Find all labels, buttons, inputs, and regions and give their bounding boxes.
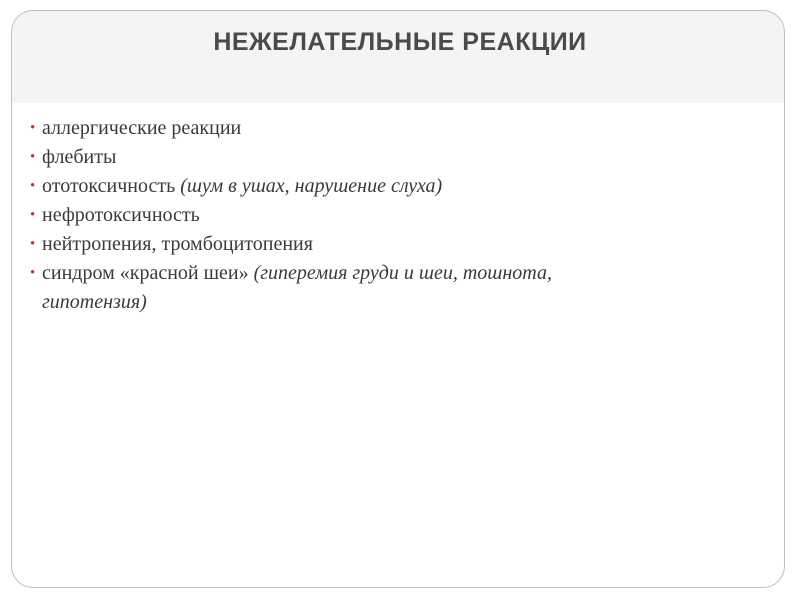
- item-text: ототоксичность: [42, 175, 181, 197]
- item-text: синдром «красной шеи»: [42, 262, 254, 284]
- list-item: [30, 230, 750, 259]
- bullet-icon: •: [30, 265, 36, 281]
- slide-title: НЕЖЕЛАТЕЛЬНЫЕ РЕАКЦИИ: [213, 28, 587, 56]
- list-item: [30, 259, 750, 317]
- list-item: [30, 143, 750, 172]
- bullet-icon: •: [30, 120, 36, 136]
- item-text: нейтропения, тромбоцитопения: [42, 233, 313, 255]
- item-text: аллергические реакции: [42, 117, 242, 139]
- bullet-list: [30, 114, 750, 317]
- item-text: нефротоксичность: [42, 204, 200, 226]
- item-note-continuation: гипотензия): [42, 291, 147, 313]
- item-text: флебиты: [42, 146, 117, 168]
- list-item: [30, 172, 750, 201]
- bullet-icon: •: [30, 178, 36, 194]
- bullet-icon: •: [30, 207, 36, 223]
- bullet-icon: •: [30, 149, 36, 165]
- item-note: (шум в ушах, нарушение слуха): [180, 175, 443, 197]
- item-note: (гиперемия груди и шеи, тошнота,: [253, 262, 552, 284]
- list-item: [30, 201, 750, 230]
- list-item: [30, 114, 750, 143]
- bullet-icon: •: [30, 236, 36, 252]
